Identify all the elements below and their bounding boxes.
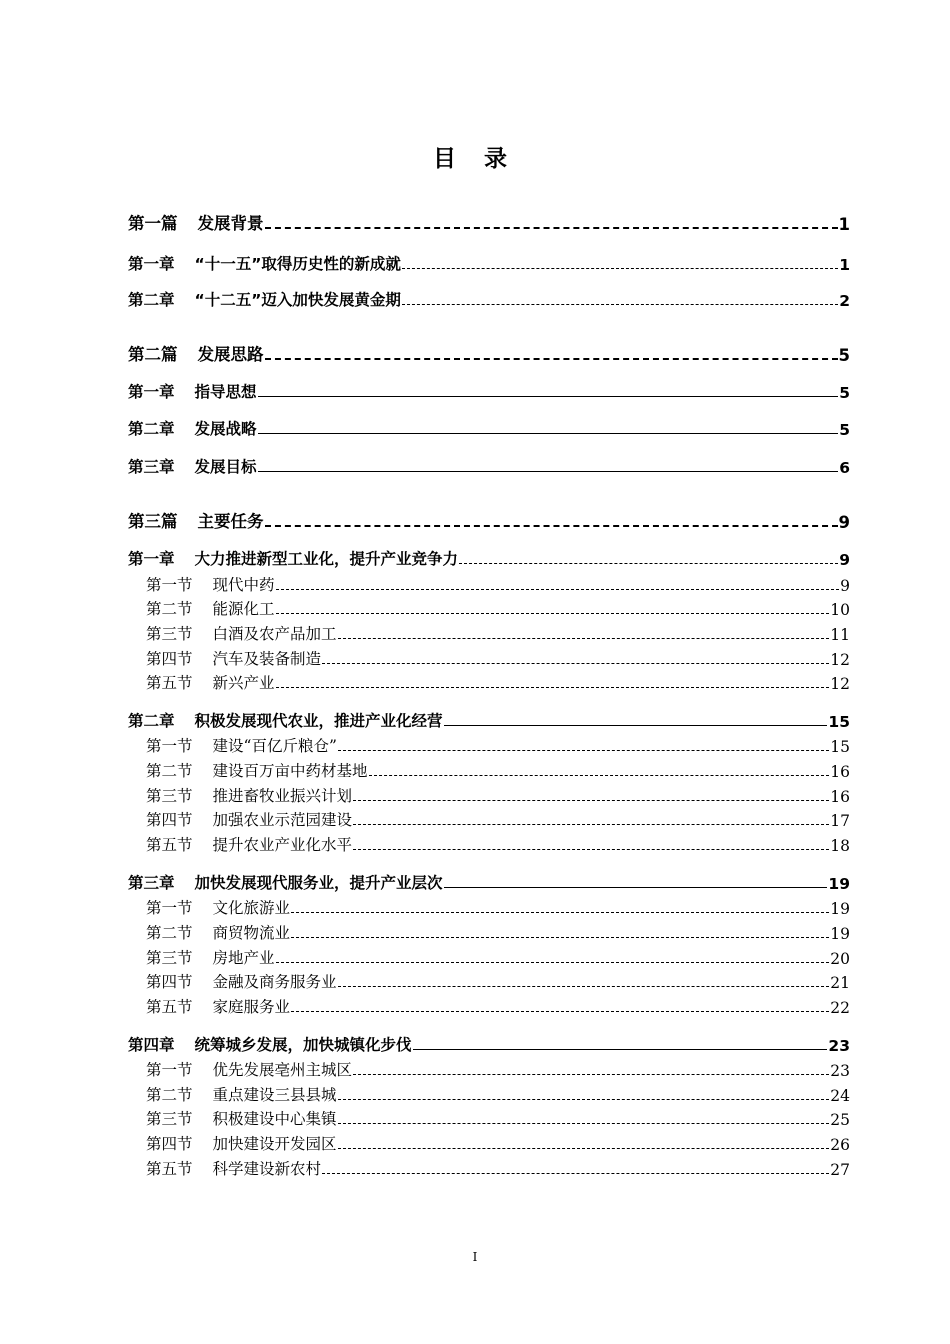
dot-leader [402,304,838,305]
toc-entry-label: 第四节 [146,811,193,829]
toc-entry-chapter[interactable] [128,252,850,274]
dot-leader [353,800,829,801]
toc-entry-title: 积极建设中心集镇 [212,1110,337,1128]
toc-entry-page: 16 [830,763,850,781]
toc-entry-title: 房地产业 [212,949,275,967]
toc-entry-section[interactable] [128,597,850,619]
toc-entry-chapter[interactable] [128,547,850,569]
dot-leader [258,396,839,397]
dot-leader [276,613,830,614]
dot-leader [291,1011,829,1012]
toc-entry-title: 商贸物流业 [212,924,291,942]
toc-entry-page: 19 [828,875,850,893]
dot-leader [265,358,838,360]
dot-leader [338,638,830,639]
toc-entry-title: 加强农业示范园建设 [212,811,353,829]
toc-entry-label: 第一篇 [128,214,178,233]
toc-entry-title: 家庭服务业 [212,998,291,1016]
toc-entry-section[interactable] [128,759,850,781]
toc-entry-page: 5 [839,421,850,439]
toc-entry-label: 第五节 [146,998,193,1016]
toc-entry-page: 24 [830,1087,850,1105]
toc-entry-title: 金融及商务服务业 [212,973,337,991]
toc-entry-title: 建设百万亩中药材基地 [212,762,368,780]
dot-leader [258,433,839,434]
toc-entry-title: 主要任务 [197,512,264,531]
toc-entry-label: 第三章 [128,458,175,476]
toc-entry-label: 第一章 [128,383,175,401]
toc-entry-section[interactable] [128,784,850,806]
dot-leader [338,986,830,987]
toc-entry-title: “十一五”取得历史性的新成就 [194,255,401,273]
toc-entry-page: 10 [830,601,850,619]
toc-entry-label: 第二章 [128,291,175,309]
dot-leader [402,268,838,269]
toc-entry-title: 重点建设三县县城 [212,1086,337,1104]
toc-entry-section[interactable] [128,995,850,1017]
dot-leader [265,525,838,527]
toc-entry-label: 第一节 [146,1061,193,1079]
toc-entry-title: 现代中药 [212,576,275,594]
dot-leader [353,849,829,850]
toc-entry-page: 1 [838,215,850,234]
toc-entry-section[interactable] [128,1058,850,1080]
dot-leader [459,563,838,564]
toc-entry-label: 第二节 [146,762,193,780]
toc-entry-title: 发展思路 [197,345,264,364]
dot-leader [276,962,830,963]
toc-entry-page: 15 [828,713,850,731]
toc-entry-chapter[interactable] [128,380,850,402]
dot-leader [338,1099,830,1100]
toc-entry-title: 积极发展现代农业，推进产业化经营 [194,712,443,730]
toc-entry-page: 6 [839,459,850,477]
dot-leader [265,227,838,229]
toc-entry-title: 能源化工 [212,600,275,618]
toc-entry-page: 27 [830,1161,850,1179]
toc-entry-title: 发展背景 [197,214,264,233]
toc-entry-page: 1 [839,256,850,274]
toc-entry-page: 11 [830,626,850,644]
toc-entry-label: 第五节 [146,674,193,692]
dot-leader [444,725,828,726]
toc-entry-chapter[interactable] [128,709,850,731]
toc-entry-page: 19 [830,900,850,918]
toc-entry-title: 加快发展现代服务业，提升产业层次 [194,874,443,892]
toc-entry-page: 9 [838,513,850,532]
toc-entry-label: 第五节 [146,1160,193,1178]
toc-entry-page: 23 [828,1037,850,1055]
toc-entry-page: 25 [830,1111,850,1129]
toc-entry-page: 17 [830,812,850,830]
toc-entry-title: 加快建设开发园区 [212,1135,337,1153]
toc-entry-title: 白酒及农产品加工 [212,625,337,643]
toc-entry-title: 统筹城乡发展，加快城镇化步伐 [194,1036,412,1054]
toc-entry-page: 9 [839,551,850,569]
dot-leader [369,775,830,776]
dot-leader [291,937,829,938]
toc-entry-page: 16 [830,788,850,806]
toc-entry-title: 发展目标 [194,458,257,476]
toc-entry-section[interactable] [128,573,850,595]
dot-leader [444,887,828,888]
dot-leader [413,1049,828,1050]
toc-entry-page: 26 [830,1136,850,1154]
toc-entry-label: 第一节 [146,576,193,594]
dot-leader [322,1173,829,1174]
toc-entry-title: 文化旅游业 [212,899,291,917]
toc-entry-label: 第二节 [146,924,193,942]
toc-entry-label: 第五节 [146,836,193,854]
dot-leader [291,912,829,913]
toc-entry-page: 5 [838,346,850,365]
toc-entry-page: 23 [830,1062,850,1080]
toc-entry-page: 15 [830,738,850,756]
dot-leader [276,589,840,590]
toc-entry-page: 20 [830,950,850,968]
toc-entry-chapter[interactable] [128,871,850,893]
toc-entry-section[interactable] [128,622,850,644]
toc-entry-title: 大力推进新型工业化，提升产业竞争力 [194,550,459,568]
toc-entry-title: 发展战略 [194,420,257,438]
page-number: I [472,1250,478,1264]
toc-entry-label: 第三章 [128,874,175,892]
toc-entry-label: 第一章 [128,255,175,273]
toc-entry-label: 第三节 [146,787,193,805]
page-title: 目 录 [432,146,517,172]
dot-leader [353,824,829,825]
toc-entry-section[interactable] [128,1157,850,1179]
toc-entry-page: 2 [839,292,850,310]
toc-entry-section[interactable] [128,808,850,830]
toc-entry-section[interactable] [128,970,850,992]
toc-entry-title: “十二五”迈入加快发展黄金期 [194,291,401,309]
toc-entry-part[interactable] [128,343,850,365]
toc-entry-label: 第三节 [146,625,193,643]
toc-entry-label: 第三节 [146,949,193,967]
toc-entry-chapter[interactable] [128,1033,850,1055]
toc-entry-section[interactable] [128,647,850,669]
toc-entry-chapter[interactable] [128,455,850,477]
toc-entry-part[interactable] [128,510,850,532]
toc-entry-label: 第二节 [146,1086,193,1104]
toc-entry-label: 第四章 [128,1036,175,1054]
toc-entry-section[interactable] [128,1132,850,1154]
toc-entry-label: 第二节 [146,600,193,618]
toc-entry-label: 第三篇 [128,512,178,531]
toc-entry-page: 12 [830,651,850,669]
toc-entry-label: 第四节 [146,650,193,668]
toc-entry-label: 第四节 [146,1135,193,1153]
dot-leader [338,1148,830,1149]
toc-entry-chapter[interactable] [128,288,850,310]
toc-entry-label: 第三节 [146,1110,193,1128]
toc-entry-title: 指导思想 [194,383,257,401]
toc-entry-label: 第一节 [146,899,193,917]
toc-entry-section[interactable] [128,1107,850,1129]
toc-entry-section[interactable] [128,921,850,943]
toc-entry-title: 推进畜牧业振兴计划 [212,787,353,805]
toc-entry-page: 9 [840,577,850,595]
toc-entry-page: 12 [830,675,850,693]
toc-entry-label: 第二章 [128,712,175,730]
dot-leader [338,750,829,751]
toc-entry-label: 第二篇 [128,345,178,364]
dot-leader [322,663,829,664]
toc-entry-section[interactable] [128,896,850,918]
toc-entry-section[interactable] [128,833,850,855]
toc-entry-title: 优先发展亳州主城区 [212,1061,353,1079]
toc-entry-part[interactable] [128,212,850,234]
toc-entry-section[interactable] [128,671,850,693]
toc-entry-title: 新兴产业 [212,674,275,692]
dot-leader [338,1123,830,1124]
toc-entry-title: 建设“百亿斤粮仓” [212,737,337,755]
toc-entry-page: 19 [830,925,850,943]
dot-leader [276,687,830,688]
toc-entry-section[interactable] [128,1083,850,1105]
toc-entry-label: 第二章 [128,420,175,438]
dot-leader [353,1074,829,1075]
toc-entry-page: 22 [830,999,850,1017]
toc-entry-chapter[interactable] [128,417,850,439]
toc-entry-label: 第一节 [146,737,193,755]
toc-entry-page: 5 [839,384,850,402]
dot-leader [258,471,839,472]
toc-entry-page: 18 [830,837,850,855]
toc-entry-section[interactable] [128,946,850,968]
toc-entry-label: 第四节 [146,973,193,991]
toc-entry-title: 科学建设新农村 [212,1160,322,1178]
toc-entry-page: 21 [830,974,850,992]
toc-entry-label: 第一章 [128,550,175,568]
toc-entry-section[interactable] [128,734,850,756]
toc-entry-title: 汽车及装备制造 [212,650,322,668]
toc-entry-title: 提升农业产业化水平 [212,836,353,854]
